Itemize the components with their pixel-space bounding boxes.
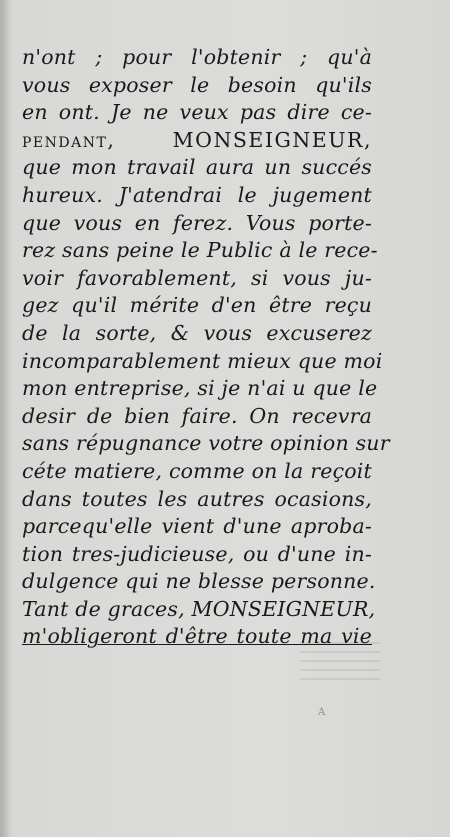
text-line: sans répugnance votre opinion sur — [22, 431, 390, 456]
signature-mark: A — [318, 707, 326, 718]
text-line: en ont. Je ne veux pas dire ce- — [22, 100, 372, 125]
text-line: que vous en ferez. Vous porte- — [22, 210, 372, 235]
text-line: rez sans peine le Public à le rece- — [22, 238, 378, 263]
text-line: desir de bien faire. On recevra — [22, 403, 372, 428]
body-text — [22, 44, 390, 651]
text-line: mon entreprise, si je n'ai u que le — [22, 376, 378, 401]
text-line: vous exposer le besoin qu'ils — [22, 72, 372, 97]
text-line: que mon travail aura un succés — [22, 155, 372, 180]
text-line: dulgence qui ne blesse personne. — [22, 569, 376, 594]
text-line: pendant, MONSEIGNEUR, — [22, 127, 372, 152]
text-line: tion tres-judicieuse, ou d'une in- — [22, 541, 372, 566]
text-line: voir favorablement, si vous ju- — [22, 265, 372, 290]
text-line: de la sorte, & vous excuserez — [22, 320, 372, 345]
text-line: hureux. J'atendrai le jugement — [22, 182, 372, 207]
text-line: dans toutes les autres ocasions, — [22, 486, 372, 511]
text-line: céte matiere, comme on la reçoit — [22, 458, 372, 483]
text-line: m'obligeront d'être toute ma vie — [22, 624, 372, 649]
text-line: gez qu'il mérite d'en être reçu — [22, 293, 372, 318]
text-line: Tant de graces, MONSEIGNEUR, — [22, 596, 376, 621]
gutter-shadow — [0, 0, 10, 837]
text-line: parcequ'elle vient d'une aproba- — [22, 514, 372, 539]
text-line: incomparablement mieux que moi — [22, 348, 383, 373]
text-line: n'ont ; pour l'obtenir ; qu'à — [22, 45, 372, 69]
